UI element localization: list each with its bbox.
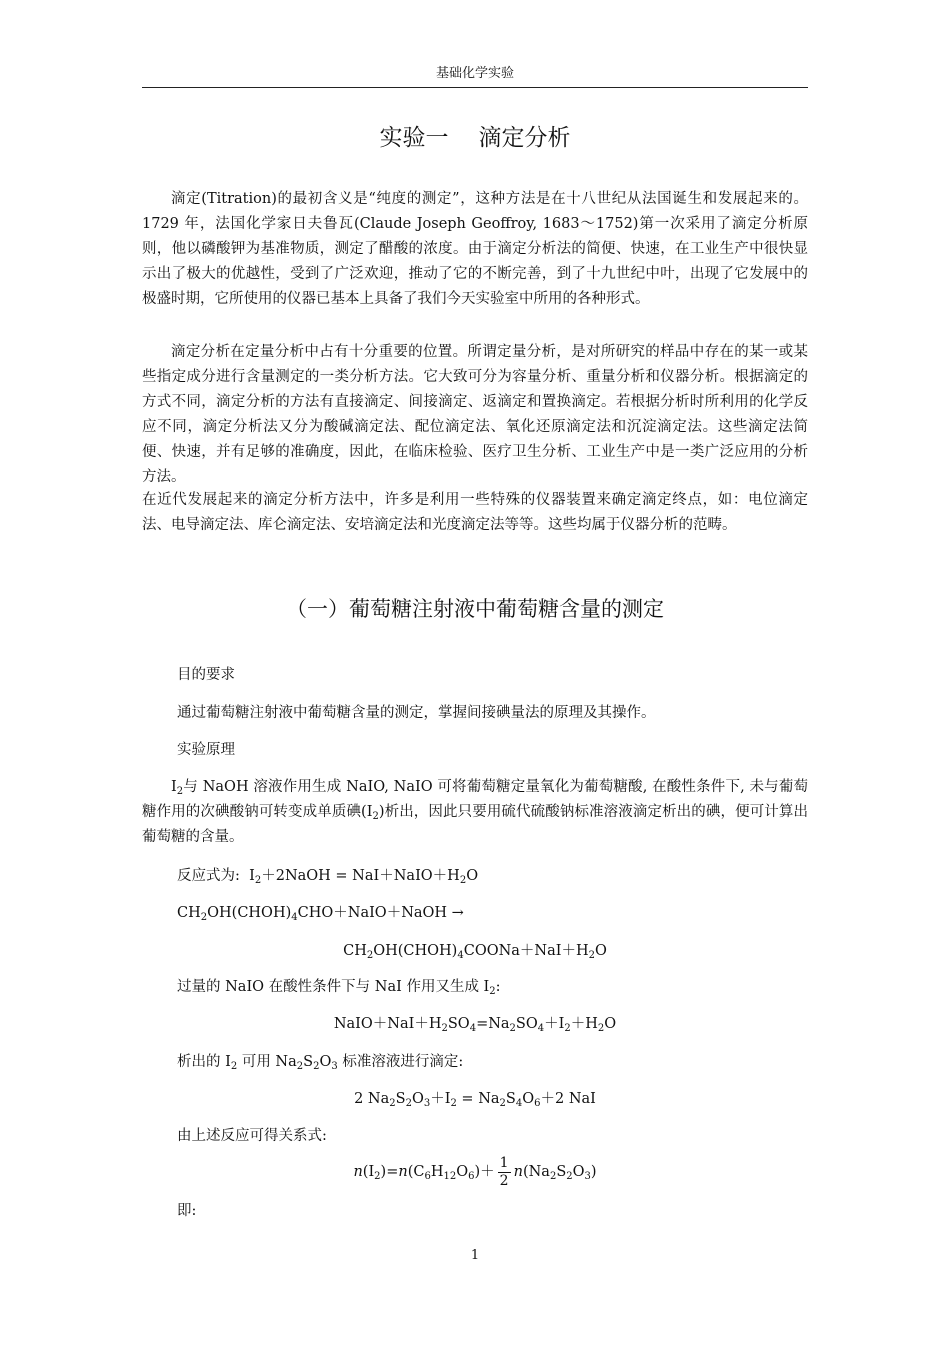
intro-paragraph-2: 滴定分析在定量分析中占有十分重要的位置。所谓定量分析，是对所研究的样品中存在的某一或某些指定成分进行含量测定的一类分析方法。它大致可分为容量分析、重量分析和仪器分析。根据滴定的方式不同，滴定分析的方法有直接滴定、间接滴定、返滴定和置换滴定。若根据分析时所利用的化学反应不同，滴定分析法又分为酸碱滴定法、配位滴定法、氧化还原滴定法和沉淀滴定法。这些滴定法简便、快速，并有足够的准确度，因此，在临床检验、医疗卫生分析、工业生产中是一类广泛应用的分析方法。	[142, 344, 808, 485]
principle-paragraph: $I_2$与 NaOH 溶液作用生成 NaIO, NaIO 可将葡萄糖定量氧化为葡萄糖酸, 在酸性条件下, 未与葡萄糖作用的次碘酸钠可转变成单质碘$(I_2)$析出，因此只要用硫代硫酸钠标准溶液滴定析出的碘，便可计算出葡萄糖的含量。	[142, 779, 809, 845]
equation-2: $CH_2OH(CHOH)_4CHO+NaIO+NaOH$ →	[177, 905, 464, 923]
page-number: 1	[470, 1248, 480, 1263]
section-title: （一）葡萄糖注射液中葡萄糖含量的测定	[286, 597, 664, 621]
reaction-label: 反应式为:	[177, 868, 240, 884]
intro-paragraph-1: 滴定(Titration)的最初含义是“纯度的测定”，这种方法是在十八世纪从法国诞生和发展起来的。1729 年，法国化学家日夫鲁瓦(Claude Joseph Geoffroy, 1683～1752)第一次采用了滴定分析原则，他以磷酸钾为基准物质，测定了醋酸的浓度。由于滴定分析法的简便、快速，在工业生产中很快显示出了极大的优越性，受到了广泛欢迎，推动了它的不断完善，到了十九世纪中叶，出现了它发展中的极盛时期，它所使用的仪器已基本上具备了我们今天实验室中所用的各种形式。	[142, 191, 808, 307]
equation-1: $I_2+2NaOH$ = $NaI+NaIO+H_2O$	[249, 868, 479, 886]
relation-text: 由上述反应可得关系式:	[177, 1128, 327, 1144]
excess-text: 过量的 NaIO 在酸性条件下与 NaI 作用又生成 $I_2$:	[177, 979, 501, 997]
header-rule	[142, 87, 808, 88]
aim-heading: 目的要求	[177, 667, 235, 683]
running-header: 基础化学实验	[435, 66, 514, 81]
aim-text: 通过葡萄糖注射液中葡萄糖含量的测定，掌握间接碘量法的原理及其操作。	[177, 705, 656, 721]
intro-paragraph-3: 在近代发展起来的滴定分析方法中，许多是利用一些特殊的仪器装置来确定滴定终点，如：电位滴定法、电导滴定法、库仑滴定法、安培滴定法和光度滴定法等等。这些均属于仪器分析的范畴。	[142, 492, 808, 533]
principle-heading: 实验原理	[177, 742, 235, 758]
ie-text: 即:	[177, 1203, 197, 1219]
equation-6: $n(I_2)=n(C_6H_{12}O_6)+$ $\frac{1}{2}$ $n(Na_2S_2O_3)$	[353, 1154, 597, 1189]
equation-5: 2 $Na_2S_2O_3+I_2 = Na_2S_4O_6+2$ NaI	[354, 1091, 596, 1109]
reaction-line-1	[142, 864, 808, 889]
equation-4: $NaIO+NaI+H_2SO_4=Na_2SO_4+I_2+H_2O$	[333, 1016, 617, 1034]
chapter-title-text: 滴定分析	[478, 125, 571, 151]
fraction-one-half: $\frac{1}{2}$	[499, 1154, 509, 1189]
chapter-title	[142, 122, 808, 154]
chapter-title-number: 实验一	[379, 125, 449, 151]
equation-3: $CH_2OH(CHOH)_4COONa+NaI+H_2O$	[343, 943, 607, 961]
titrate-text: 析出的 $I_2$ 可用 $Na_2S_2O_3$ 标准溶液进行滴定:	[177, 1054, 464, 1072]
